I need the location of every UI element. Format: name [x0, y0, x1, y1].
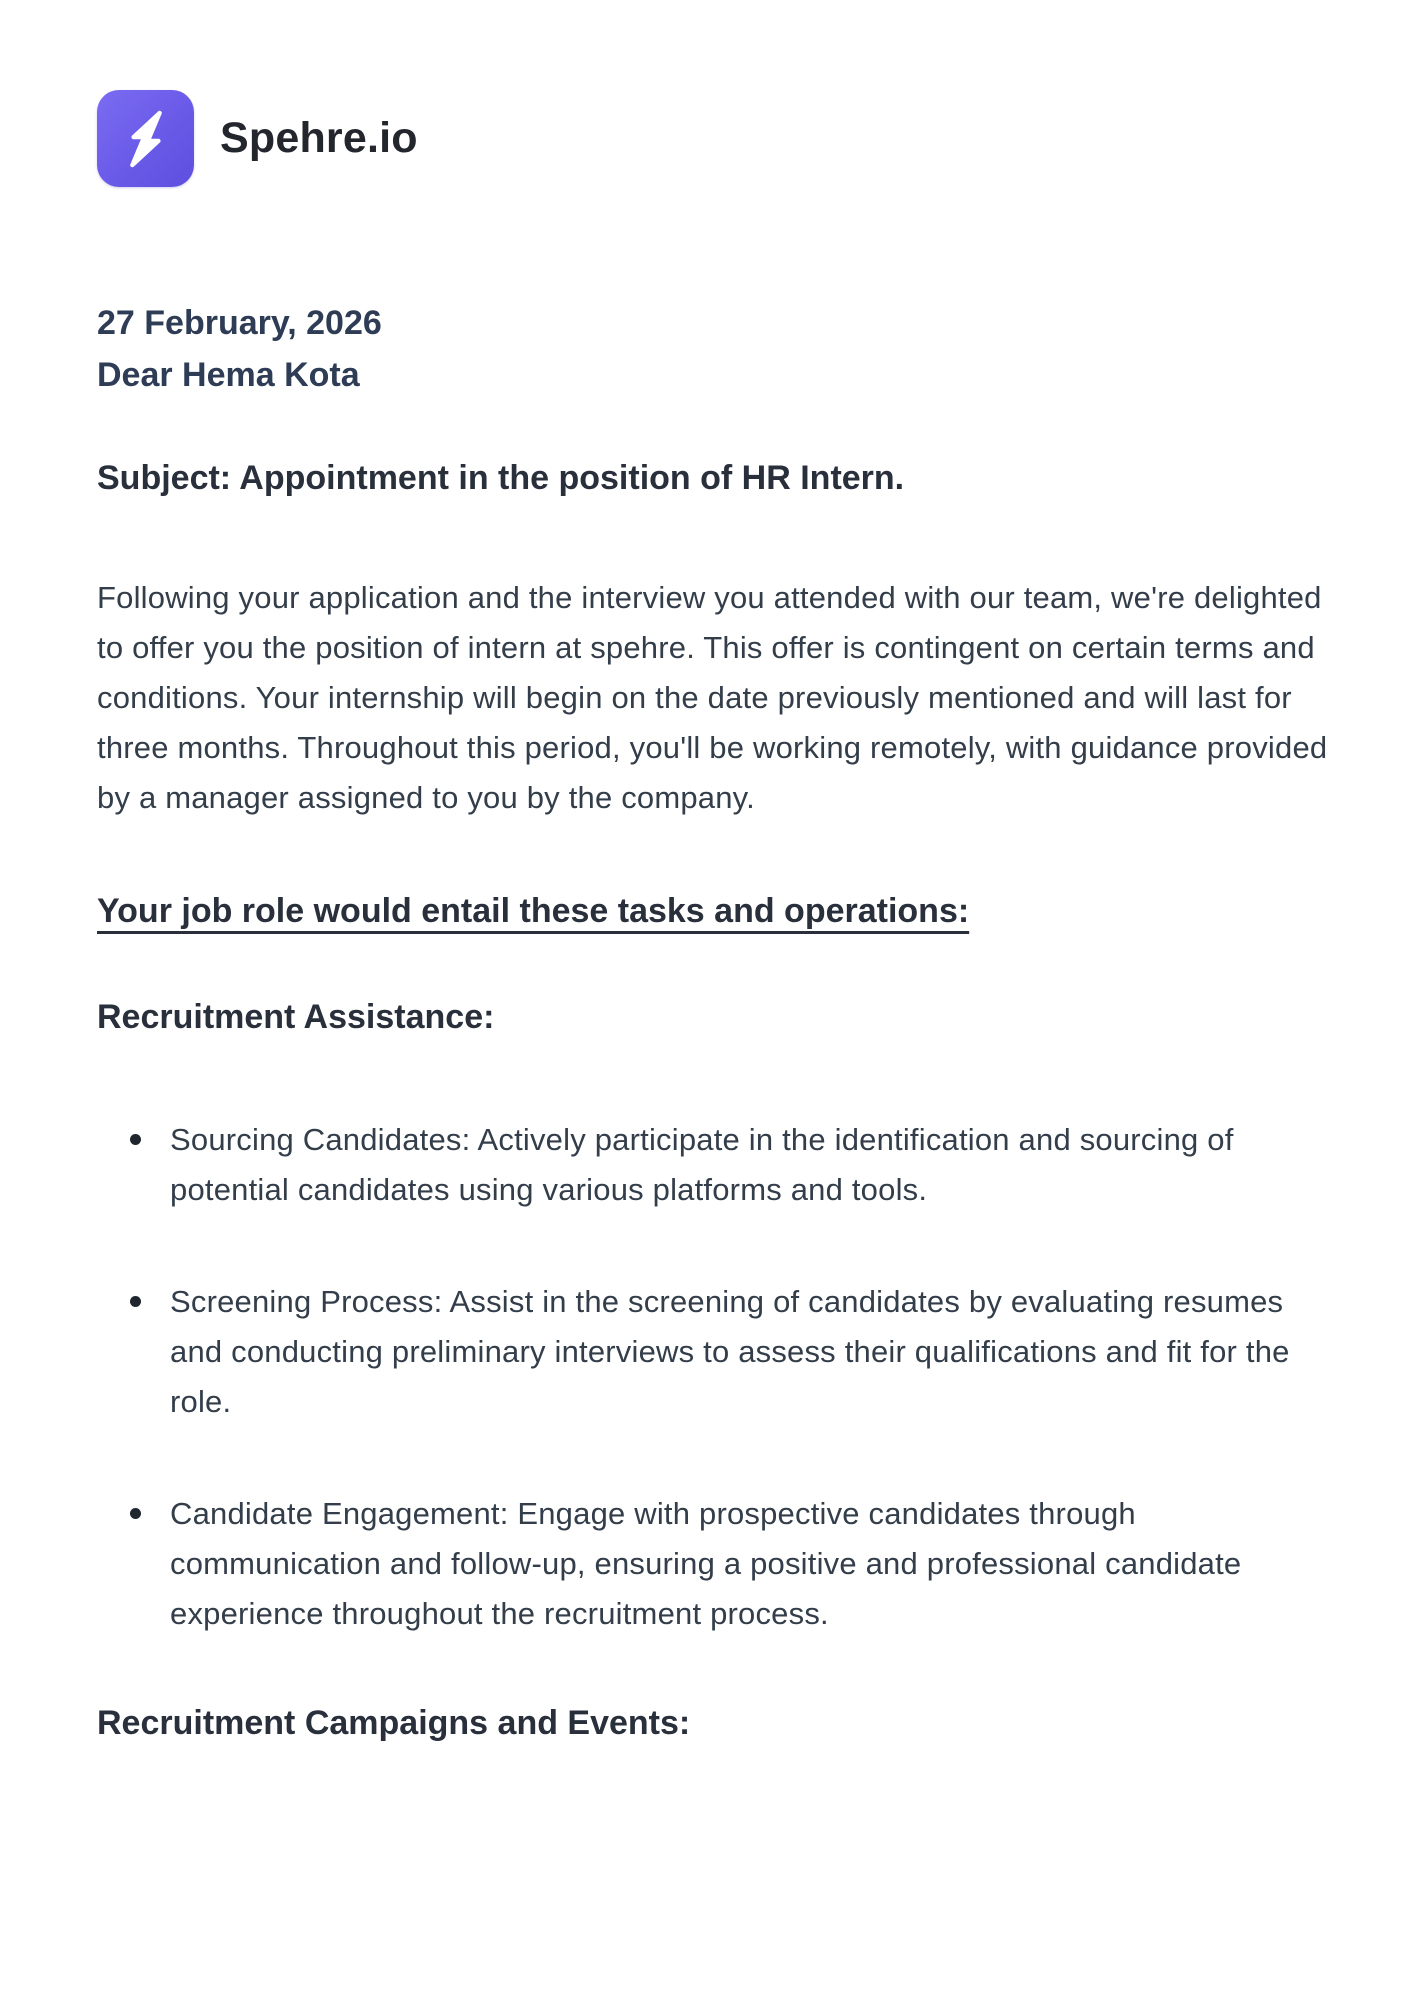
letter-date: 27 February, 2026	[97, 304, 382, 342]
bullet-screening-process: Screening Process: Assist in the screening of candidates by evaluating resumes and conducting preliminary interviews to assess their qualifications and fit for the role.	[97, 1277, 1333, 1427]
recruitment-assistance-heading: Recruitment Assistance:	[97, 998, 495, 1036]
s-bolt-icon	[115, 106, 177, 172]
intro-paragraph: Following your application and the interview you attended with our team, we're delighted to offer you the position of intern at spehre. This offer is contingent on certain terms and conditions. Your internship will begin on the date previously mentioned and will last for three months. Throughout this period, you'll be working remotely, with guidance provided by a manager assigned to you by the company.	[97, 580, 1328, 815]
brand-header	[97, 90, 1333, 187]
letter-content	[97, 90, 1333, 1745]
letter-greeting: Dear Hema Kota	[97, 356, 360, 394]
duties-bullet-list	[97, 1115, 1333, 1639]
bullet-candidate-engagement: Candidate Engagement: Engage with prospective candidates through communication and follow-up, ensuring a positive and professional candidate experience throughout the recruitment process.	[97, 1489, 1333, 1639]
subject-line: Subject: Appointment in the position of HR Intern.	[97, 459, 905, 497]
recruitment-campaigns-heading: Recruitment Campaigns and Events:	[97, 1704, 691, 1742]
bullet-sourcing-candidates: Sourcing Candidates: Actively participate in the identification and sourcing of potential candidates using various platforms and tools.	[97, 1115, 1333, 1215]
job-role-section-heading: Your job role would entail these tasks and operations:	[97, 892, 970, 930]
brand-wordmark: Spehre.io	[220, 114, 418, 162]
spehre-logo	[97, 90, 194, 187]
